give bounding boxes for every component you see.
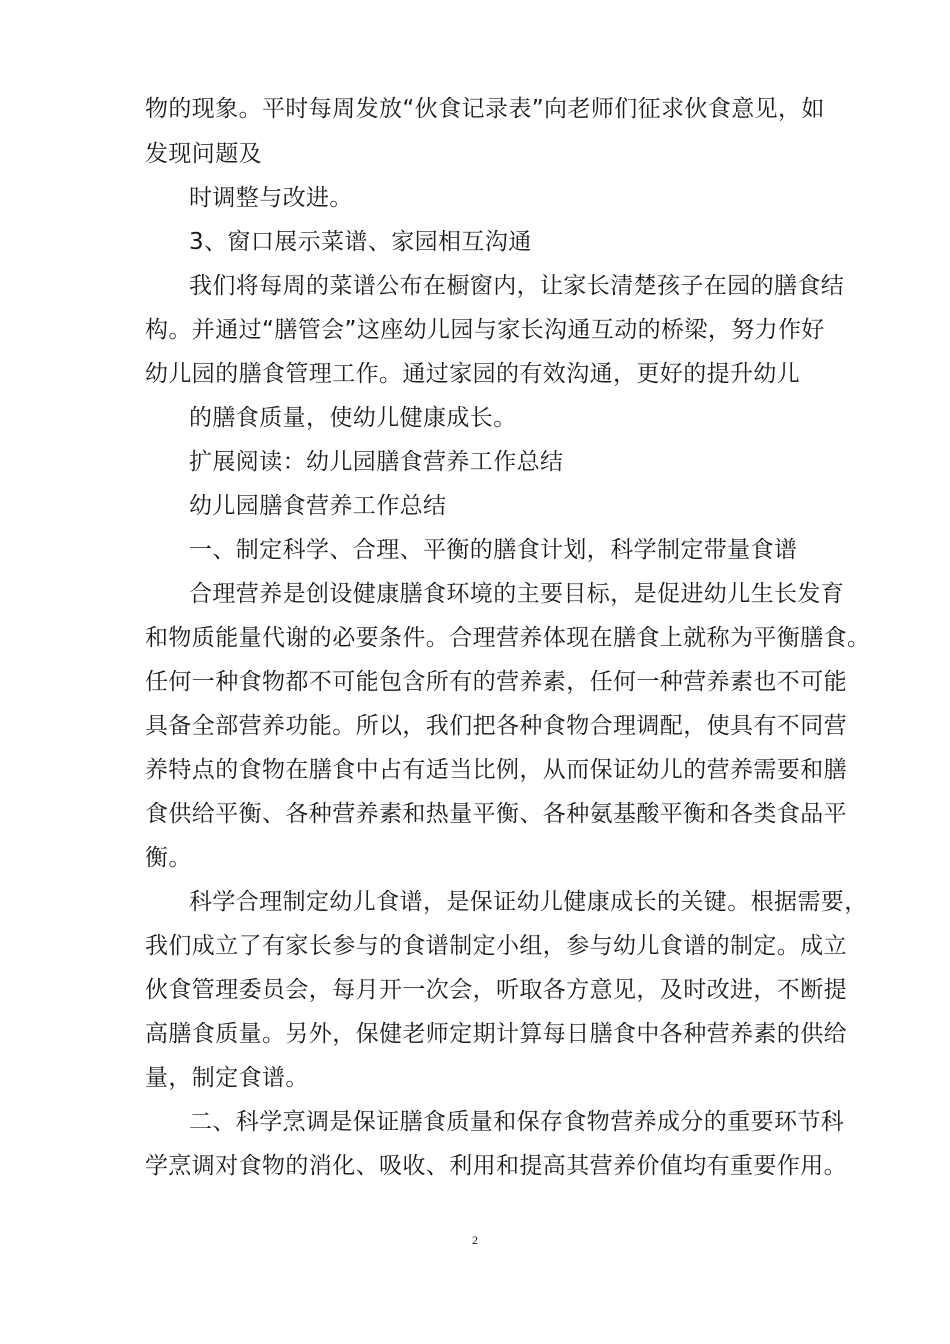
text-line: 幼儿园的膳食管理工作。通过家园的有效沟通，更好的提升幼儿 [145, 361, 801, 387]
text-line: 和物质能量代谢的必要条件。合理营养体现在膳食上就称为平衡膳食。 [145, 625, 871, 651]
text-line: 衡。 [145, 845, 192, 871]
text-line: 的膳食质量，使幼儿健康成长。 [189, 405, 517, 431]
text-line: 我们将每周的菜谱公布在橱窗内，让家长清楚孩子在园的膳食结 [189, 273, 845, 299]
text-line: 构。并通过“膳管会”这座幼儿园与家长沟通互动的桥梁，努力作好 [145, 317, 825, 343]
text-line: 物的现象。平时每周发放“伙食记录表”向老师们征求伙食意见，如 [145, 96, 825, 122]
section-heading: 一、制定科学、合理、平衡的膳食计划，科学制定带量食谱 [189, 537, 798, 563]
text-line: 量，制定食谱。 [145, 1065, 309, 1091]
text-line: 高膳食质量。另外，保健老师定期计算每日膳食中各种营养素的供给 [145, 1021, 847, 1047]
article-title: 幼儿园膳食营养工作总结 [189, 493, 447, 519]
text-line: 任何一种食物都不可能包含所有的营养素，任何一种营养素也不可能 [145, 669, 847, 695]
section-heading: 二、科学烹调是保证膳食质量和保存食物营养成分的重要环节科 [189, 1109, 845, 1135]
text-line: 伙食管理委员会，每月开一次会，听取各方意见，及时改进，不断提 [145, 977, 847, 1003]
text-line: 时调整与改进。 [189, 185, 353, 211]
text-line: 合理营养是创设健康膳食环境的主要目标，是促进幼儿生长发育 [189, 581, 845, 607]
extended-reading-line: 扩展阅读：幼儿园膳食营养工作总结 [189, 449, 564, 475]
text-line: 食供给平衡、各种营养素和热量平衡、各种氨基酸平衡和各类食品平 [145, 801, 847, 827]
text-line: 具备全部营养功能。所以，我们把各种食物合理调配，使具有不同营 [145, 713, 847, 739]
section-heading: 3、窗口展示菜谱、家园相互沟通 [189, 229, 532, 255]
text-line: 养特点的食物在膳食中占有适当比例，从而保证幼儿的营养需要和膳 [145, 757, 847, 783]
text-line: 科学合理制定幼儿食谱，是保证幼儿健康成长的关键。根据需要， [189, 889, 868, 915]
text-line: 发现问题及 [145, 141, 262, 167]
page-number: 2 [472, 1233, 478, 1247]
text-line: 我们成立了有家长参与的食谱制定小组，参与幼儿食谱的制定。成立 [145, 933, 847, 959]
text-line: 学烹调对食物的消化、吸收、利用和提高其营养价值均有重要作用。 [145, 1153, 847, 1179]
